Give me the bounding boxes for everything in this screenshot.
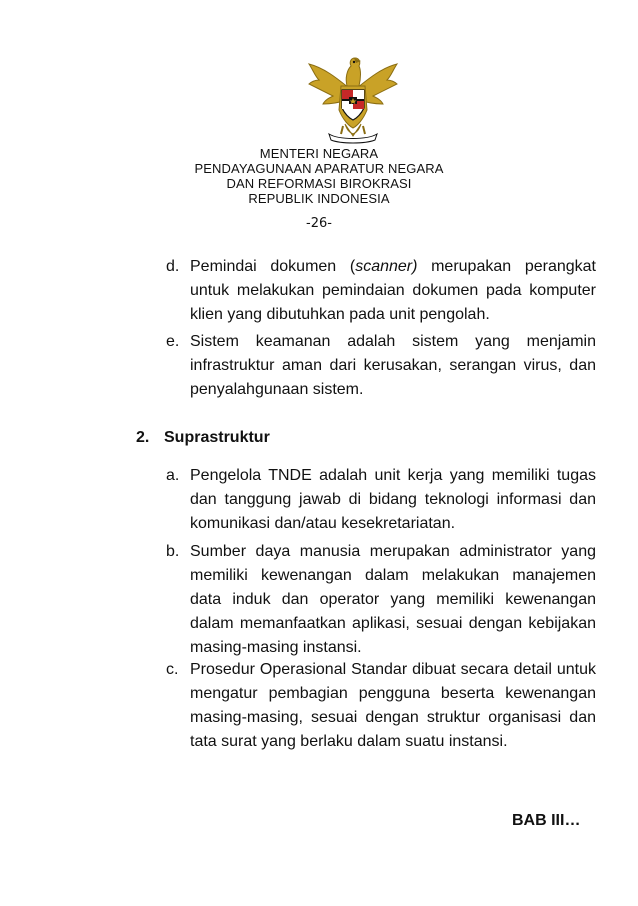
list-marker: b. <box>166 543 180 560</box>
list-item <box>166 540 596 660</box>
list-item <box>166 464 596 536</box>
letterhead-line-1: MENTERI NEGARA <box>259 146 379 161</box>
list-marker: d. <box>166 258 180 275</box>
list-item-text: Prosedur Operasional Standar dibuat secara detail untuk mengatur pembagian pengguna beserta kewenangan masing-masing, sesuai dengan struktur organisasi dan tata surat yang berlaku dalam suatu instansi. <box>190 661 596 750</box>
page-number: -26- <box>306 216 332 231</box>
list-item <box>166 658 596 754</box>
section-title: Suprastruktur <box>164 429 270 446</box>
section-heading <box>136 428 270 448</box>
list-item <box>166 255 596 327</box>
list-item <box>166 330 596 402</box>
list-item-text: Pemindai dokumen (scanner) merupakan perangkat untuk melakukan pemindaian dokumen pada komputer klien yang dibutuhkan pada unit pengolah. <box>190 258 596 323</box>
list-marker: e. <box>166 333 180 350</box>
continuation-footer: BAB III… <box>512 812 581 829</box>
list-item-text: Pengelola TNDE adalah unit kerja yang memiliki tugas dan tanggung jawab di bidang teknologi informasi dan komunikasi dan/atau kesekretariatan. <box>190 467 596 532</box>
list-item-text: Sistem keamanan adalah sistem yang menjamin infrastruktur aman dari kerusakan, serangan virus, dan penyalahgunaan sistem. <box>190 333 596 398</box>
letterhead-line-3: DAN REFORMASI BIROKRASI <box>226 176 412 191</box>
letterhead-line-2: PENDAYAGUNAAN APARATUR NEGARA <box>194 161 444 176</box>
list-item-text: Sumber daya manusia merupakan administrator yang memiliki kewenangan dalam melakukan manajemen data induk dan operator yang memiliki kewenangan dalam memanfaatkan aplikasi, sesuai dengan kebijakan masing-masing instansi. <box>190 543 596 656</box>
garuda-emblem-icon <box>303 50 403 146</box>
list-marker: a. <box>166 467 180 484</box>
list-marker: c. <box>166 661 179 678</box>
letterhead <box>0 146 638 206</box>
section-number: 2. <box>136 429 150 446</box>
letterhead-line-4: REPUBLIK INDONESIA <box>248 191 390 206</box>
